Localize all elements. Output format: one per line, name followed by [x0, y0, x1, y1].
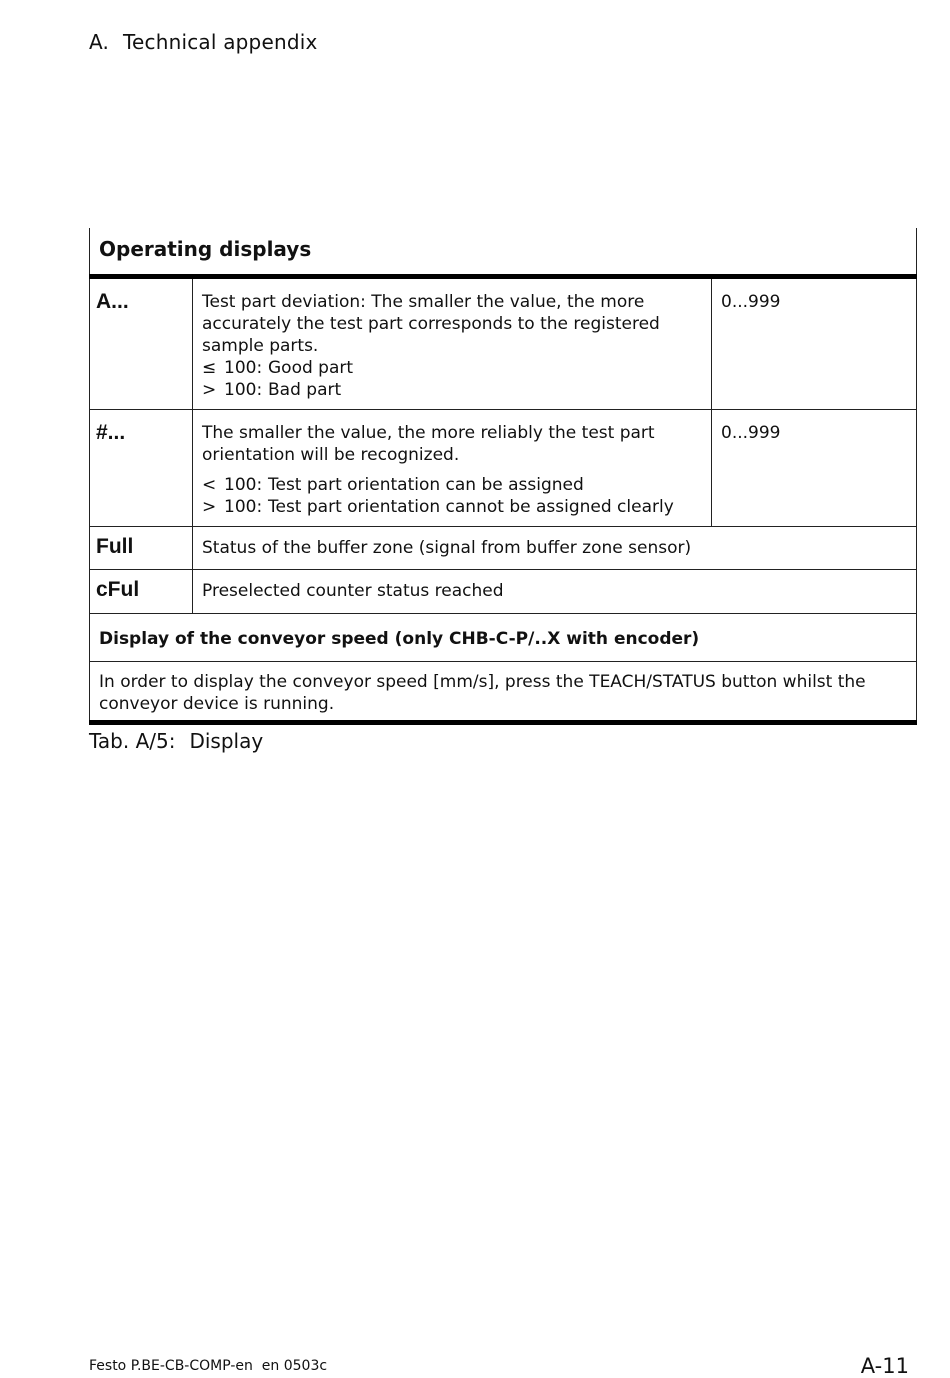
item-text: Good part: [268, 357, 354, 378]
row-description: [193, 409, 712, 526]
display-symbol: cFul: [90, 569, 193, 613]
section-number: A.: [89, 30, 110, 54]
threshold-value: 100:: [224, 496, 263, 517]
table-title: Operating displays: [90, 228, 917, 276]
table-row: [90, 409, 917, 526]
threshold-value: 100:: [224, 379, 263, 400]
row-description: [193, 276, 712, 409]
caption-label: Tab. A/5:: [89, 729, 176, 753]
page-header: [89, 30, 318, 54]
item-text: Bad part: [268, 379, 342, 400]
comparison-operator: ≤: [202, 357, 217, 378]
list-item: [202, 379, 702, 401]
table-note: In order to display the conveyor speed [mm/s], press the TEACH/STATUS button whilst the conveyor device is running.: [90, 661, 917, 722]
comparison-operator: >: [202, 379, 217, 400]
section-title: Technical appendix: [123, 30, 318, 54]
table-subheading: Display of the conveyor speed (only CHB-C-P/..X with encoder): [90, 613, 917, 661]
row-description: Status of the buffer zone (signal from buffer zone sensor): [193, 526, 917, 569]
threshold-value: 100:: [224, 474, 263, 495]
page-number: A-11: [860, 1354, 909, 1378]
table-caption: [89, 729, 263, 753]
threshold-value: 100:: [224, 357, 263, 378]
list-item: [202, 496, 702, 518]
display-symbol: Full: [90, 526, 193, 569]
footer-document-id: Festo P.BE-CB-COMP-en en 0503c: [89, 1358, 328, 1374]
value-range: 0...999: [712, 276, 917, 409]
description-text: The smaller the value, the more reliably the test part orientation will be recognized.: [202, 422, 655, 465]
comparison-operator: >: [202, 496, 217, 517]
caption-text: Display: [189, 729, 264, 753]
item-text: Test part orientation can be assigned: [268, 474, 584, 495]
description-text: Test part deviation: The smaller the value, the more accurately the test part corresponds to the registered sample parts.: [202, 291, 660, 356]
comparison-operator: <: [202, 474, 217, 495]
table-row: [90, 276, 917, 409]
row-description: Preselected counter status reached: [193, 569, 917, 613]
display-symbol: #...: [90, 409, 193, 526]
display-symbol: A...: [90, 276, 193, 409]
operating-displays-table: [89, 228, 917, 725]
item-text: Test part orientation cannot be assigned clearly: [268, 496, 674, 517]
list-item: [202, 474, 702, 496]
paragraph-gap: [202, 466, 702, 474]
table-row: [90, 526, 917, 569]
list-item: [202, 357, 702, 379]
table-row: [90, 569, 917, 613]
value-range: 0...999: [712, 409, 917, 526]
